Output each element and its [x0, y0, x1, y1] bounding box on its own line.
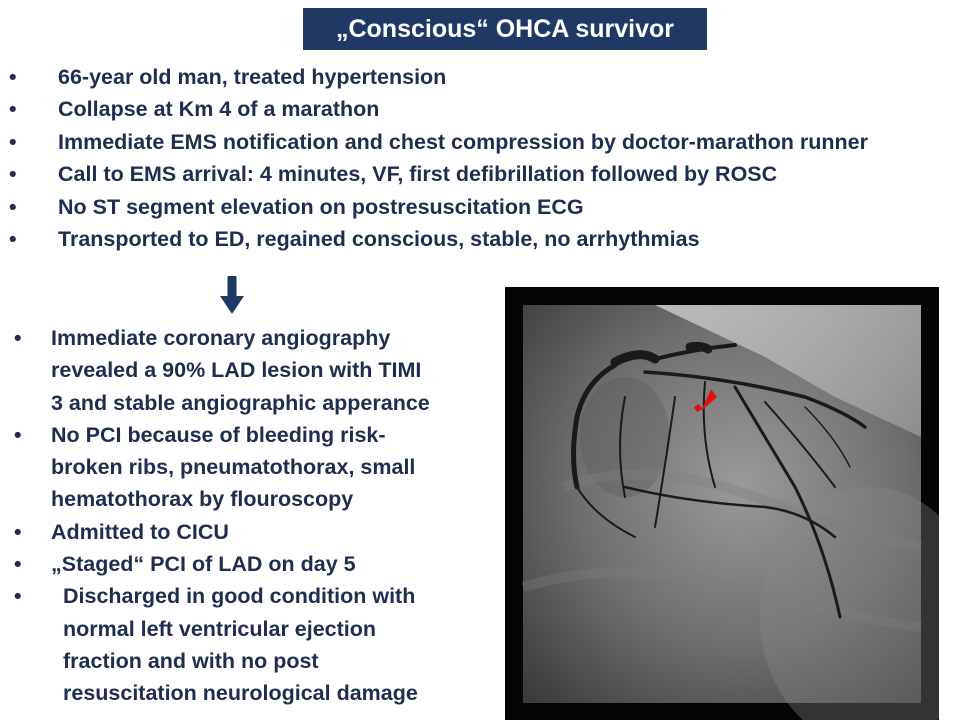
list-item — [0, 548, 480, 580]
list-item — [0, 191, 960, 223]
list-item — [0, 516, 480, 548]
list-item — [0, 126, 960, 158]
list-item-text: Call to EMS arrival: 4 minutes, VF, first defibrillation followed by ROSC — [58, 162, 778, 187]
list-item — [0, 61, 960, 93]
bullet-icon: • — [9, 65, 17, 89]
top-bullet-list — [0, 61, 960, 255]
list-item-text: No ST segment elevation on postresuscitation ECG — [58, 194, 584, 219]
list-item — [0, 419, 480, 516]
list-item-text: Immediate coronary angiography revealed a 90% LAD lesion with TIMI 3 and stable angiographic apperance — [51, 326, 430, 415]
bullet-icon: • — [9, 194, 17, 219]
bottom-bullet-list — [0, 322, 480, 710]
bullet-icon: • — [9, 162, 17, 187]
list-item-text: Discharged in good condition with normal left ventricular ejection fraction and with no post resuscitation neurological damage — [63, 584, 418, 706]
bullet-icon: • — [14, 326, 22, 350]
bullet-icon: • — [14, 584, 22, 609]
slide-title: „Conscious“ OHCA survivor — [303, 8, 707, 50]
list-item-text: „Staged“ PCI of LAD on day 5 — [51, 552, 356, 577]
angiogram-graphic — [505, 287, 939, 720]
list-item — [0, 580, 480, 709]
coronary-angiogram-image — [505, 287, 939, 720]
list-item — [0, 223, 960, 255]
bullet-icon: • — [14, 422, 22, 447]
bullet-icon: • — [14, 519, 22, 544]
list-item-text: 66-year old man, treated hypertension — [58, 65, 447, 89]
list-item-text: Collapse at Km 4 of a marathon — [58, 97, 380, 122]
list-item-text: Transported to ED, regained conscious, stable, no arrhythmias — [58, 226, 700, 251]
list-item — [0, 322, 480, 419]
list-item-text: Admitted to CICU — [51, 519, 229, 544]
bullet-icon: • — [9, 226, 17, 251]
list-item-text: Immediate EMS notification and chest compression by doctor-marathon runner — [58, 129, 868, 154]
bullet-icon: • — [9, 129, 17, 154]
bullet-icon: • — [14, 552, 22, 577]
down-arrow-icon — [220, 276, 244, 314]
list-item — [0, 158, 960, 190]
bullet-icon: • — [9, 97, 17, 122]
list-item — [0, 93, 960, 125]
list-item-text: No PCI because of bleeding risk- broken ribs, pneumatothorax, small hematothorax by flouroscopy — [51, 422, 416, 512]
